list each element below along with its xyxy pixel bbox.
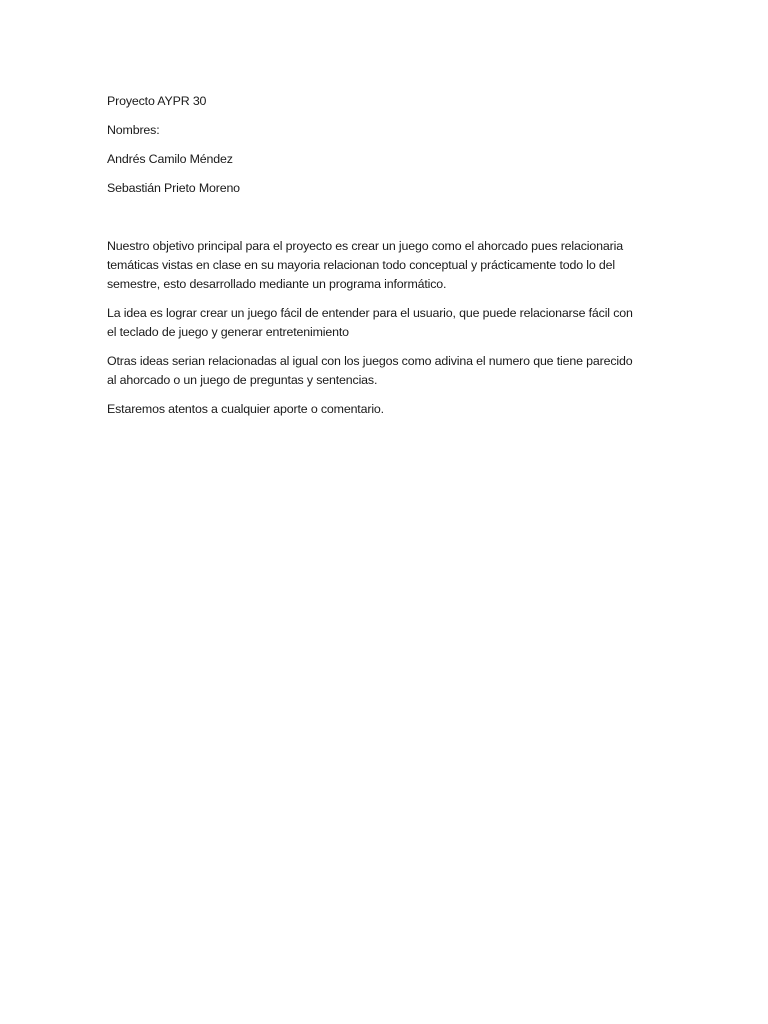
section-spacer xyxy=(107,208,667,237)
paragraph-closing xyxy=(107,400,667,419)
paragraph-line: al ahorcado o un juego de preguntas y sentencias. xyxy=(107,373,378,387)
paragraph-line: La idea es lograr crear un juego fácil de entender para el usuario, que puede relacionarse fácil con xyxy=(107,306,633,320)
paragraph-other-ideas xyxy=(107,352,667,390)
author-name: Sebastián Prieto Moreno xyxy=(107,181,240,195)
paragraph-line: temáticas vistas en clase en su mayoria relacionan todo conceptual y prácticamente todo lo del xyxy=(107,258,615,272)
paragraph-line: semestre, esto desarrollado mediante un programa informático. xyxy=(107,277,447,291)
author-name: Andrés Camilo Méndez xyxy=(107,152,233,166)
project-title: Proyecto AYPR 30 xyxy=(107,94,207,108)
paragraph-line: el teclado de juego y generar entretenimiento xyxy=(107,325,349,339)
paragraph-line: Otras ideas serian relacionadas al igual con los juegos como adivina el numero que tiene parecido xyxy=(107,354,633,368)
names-label: Nombres: xyxy=(107,123,160,137)
document-body xyxy=(107,92,667,429)
paragraph-line: Estaremos atentos a cualquier aporte o comentario. xyxy=(107,402,384,416)
paragraph-idea xyxy=(107,304,667,342)
paragraph-objective xyxy=(107,237,667,294)
paragraph-line: Nuestro objetivo principal para el proyecto es crear un juego como el ahorcado pues relacionaria xyxy=(107,239,623,253)
